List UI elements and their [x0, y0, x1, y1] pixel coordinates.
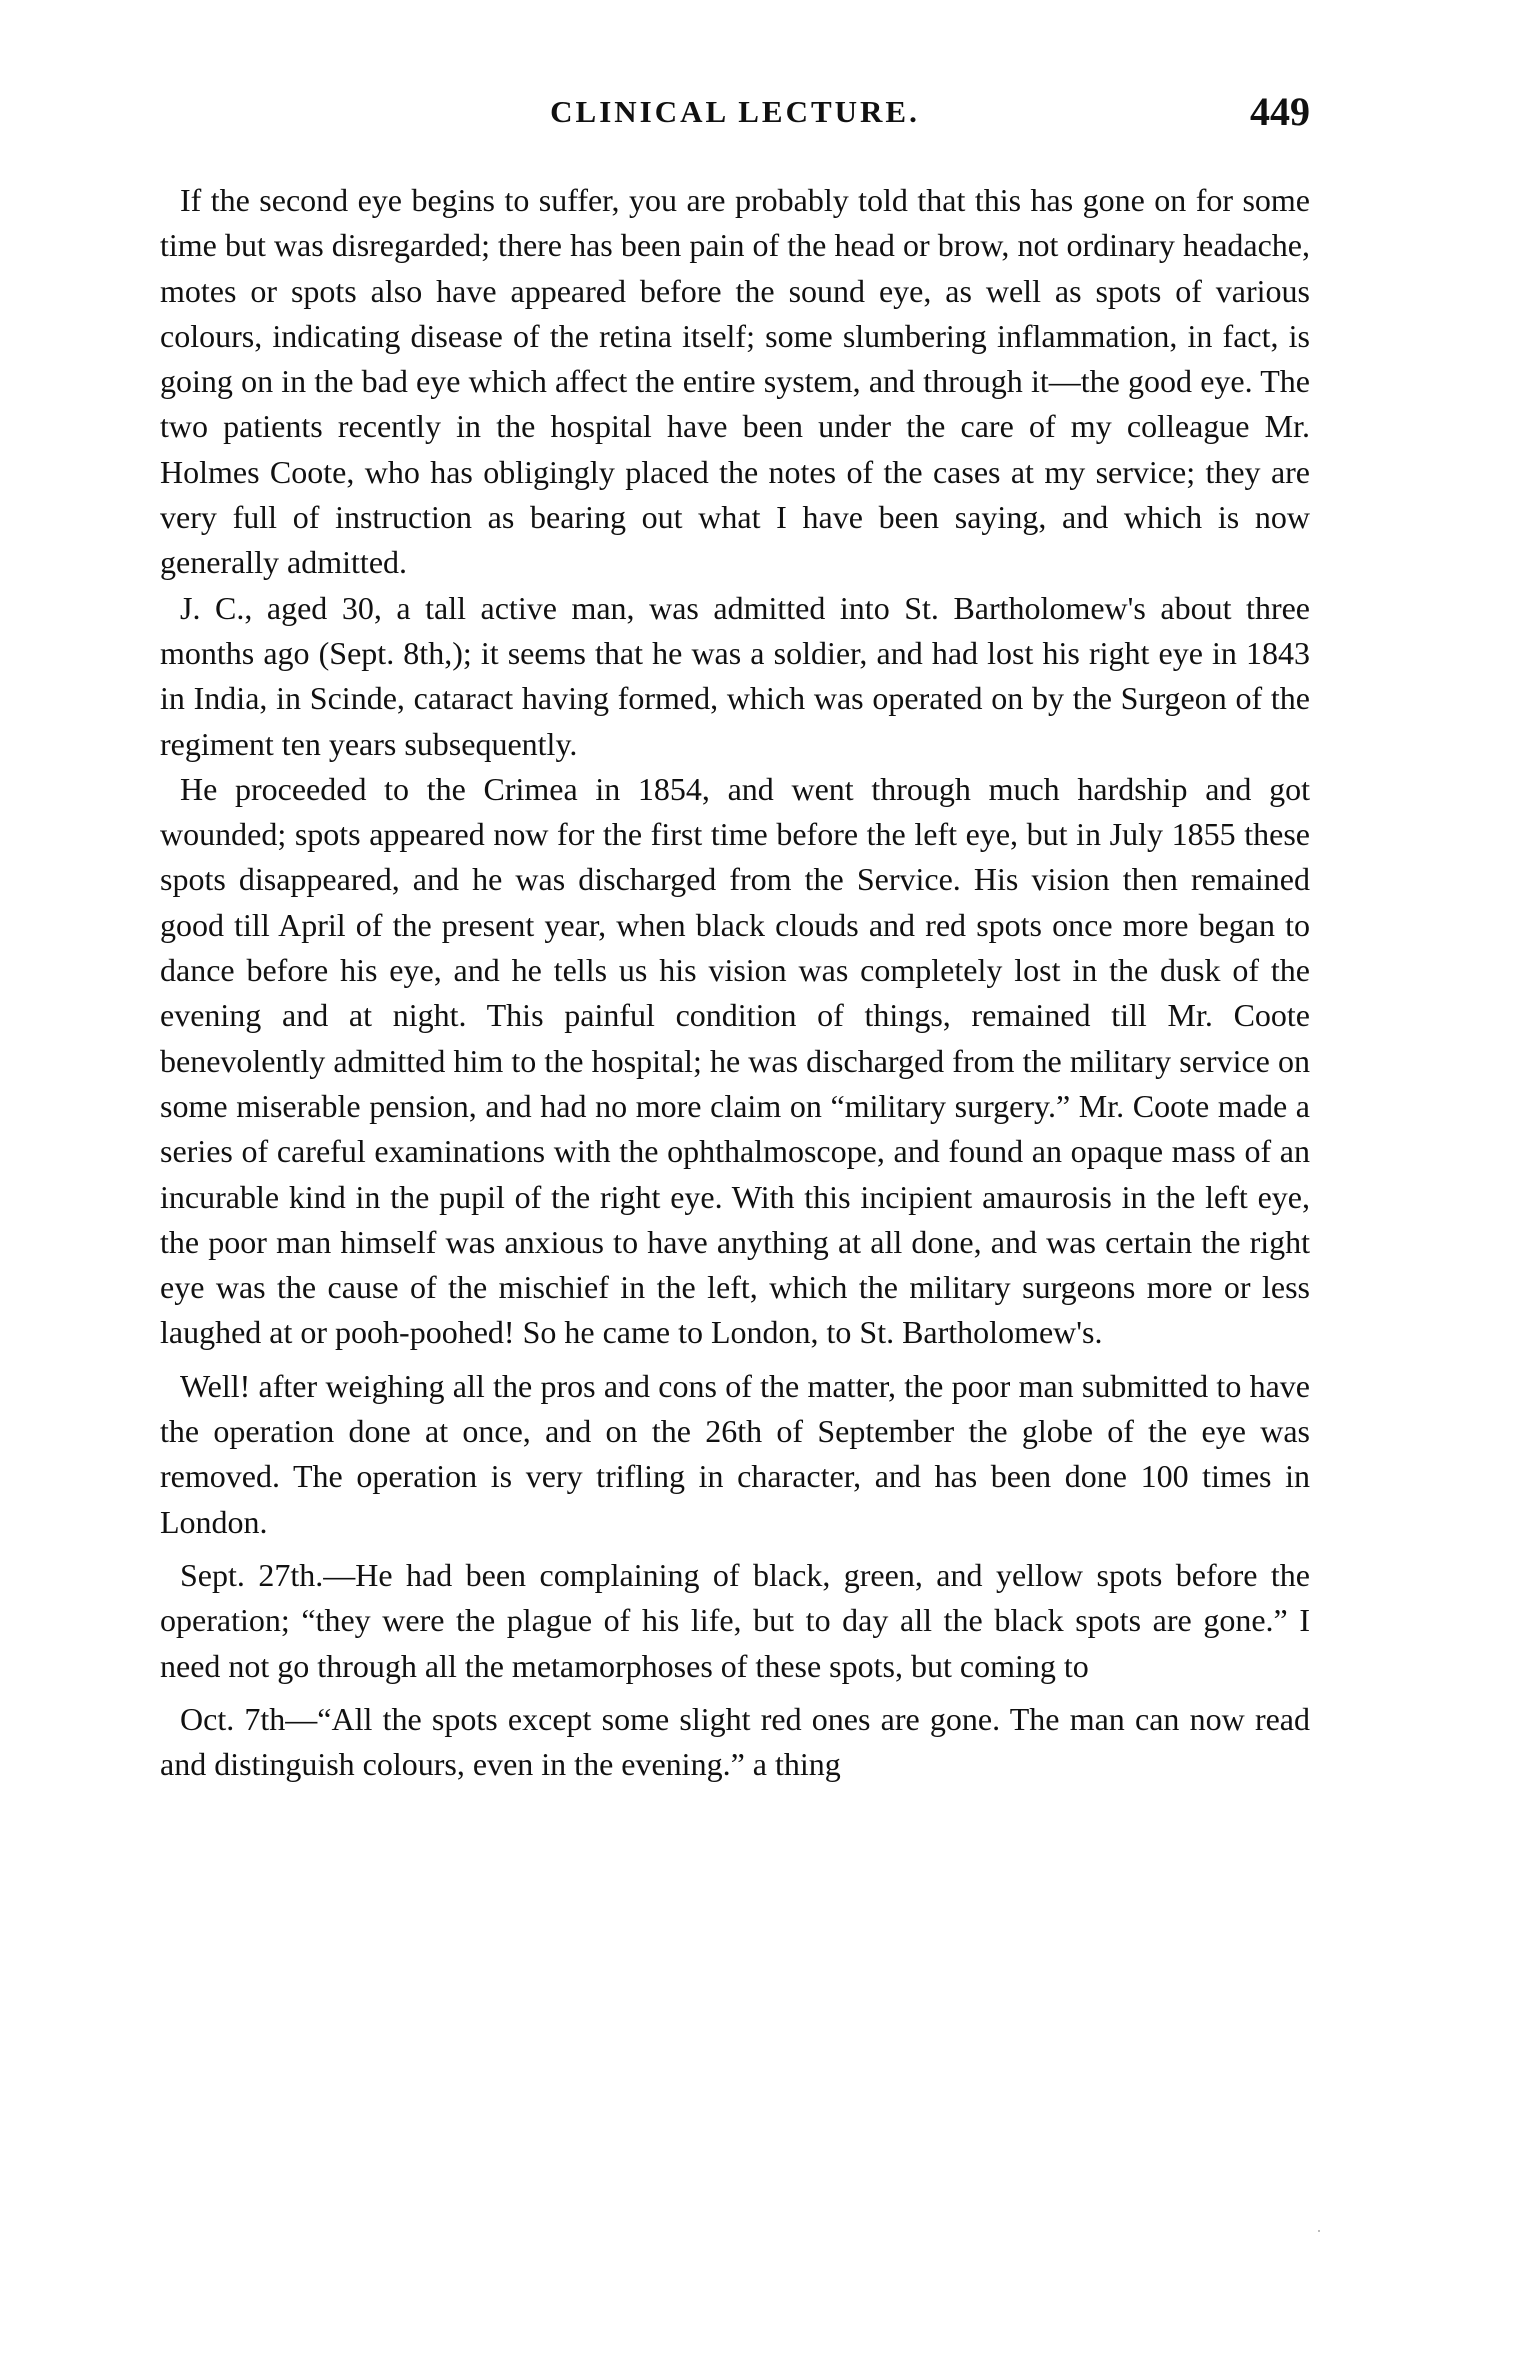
paragraph-operation: Well! after weighing all the pros and cons of the matter, the poor man submitted to have the operation done at once, and on the 26th of September the globe of the eye was removed. The operation is very trifling in character, and has been done 100 times in London.: [160, 1367, 1310, 1540]
page-header: [160, 89, 1310, 144]
paragraph-oct-7: Oct. 7th—“All the spots except some slight red ones are gone. The man can now read and distinguish colours, even in the evening.” a thing: [160, 1700, 1310, 1783]
paragraph-case-jc: J. C., aged 30, a tall active man, was admitted into St. Bartholomew's about three months ago (Sept. 8th,); it seems that he was a soldier, and had lost his right eye in 1843 in India, in Scinde, cataract having formed, which was operated on by the Surgeon of the regiment ten years subsequently.: [160, 589, 1310, 762]
page-number: 449: [1250, 89, 1310, 134]
paragraph-sept-27: Sept. 27th.—He had been complaining of black, green, and yellow spots before the operation; “they were the plague of his life, but to day all the black spots are gone.” I need not go through all the metamorphoses of these spots, but coming to: [160, 1556, 1310, 1684]
body-text: [160, 178, 1310, 1787]
paragraph-second-eye: If the second eye begins to suffer, you are probably told that this has gone on for some time but was disregarded; there has been pain of the head or brow, not ordinary headache, motes or spots also have appeared before the sound eye, as well as spots of various colours, indicating disease of the retina itself; some slumbering inflammation, in fact, is going on in the bad eye which affect the entire system, and through it—the good eye. The two patients recently in the hospital have been under the care of my colleague Mr. Holmes Coote, who has obligingly placed the notes of the cases at my service; they are very full of instruction as bearing out what I have been saying, and which is now generally admitted.: [160, 182, 1310, 581]
paragraph-crimea: He proceeded to the Crimea in 1854, and went through much hardship and got wounded; spots appeared now for the first time before the left eye, but in July 1855 these spots disappeared, and he was discharged from the Service. His vision then remained good till April of the present year, when black clouds and red spots once more began to dance before his eye, and he tells us his vision was completely lost in the dusk of the evening and at night. This painful condition of things, remained till Mr. Coote benevolently admitted him to the hospital; he was discharged from the military service on some miserable pension, and had no more claim on “military surgery.” Mr. Coote made a series of careful examinations with the ophthalmoscope, and found an opaque mass of an incurable kind in the pupil of the right eye. With this incipient amaurosis in the left eye, the poor man himself was anxious to have anything at all done, and was certain the right eye was the cause of the mischief in the left, which the military surgeons more or less laughed at or pooh-poohed! So he came to London, to St. Bartholomew's.: [160, 770, 1310, 1351]
scan-speck: [1318, 2230, 1320, 2232]
running-head: CLINICAL LECTURE.: [550, 94, 920, 129]
